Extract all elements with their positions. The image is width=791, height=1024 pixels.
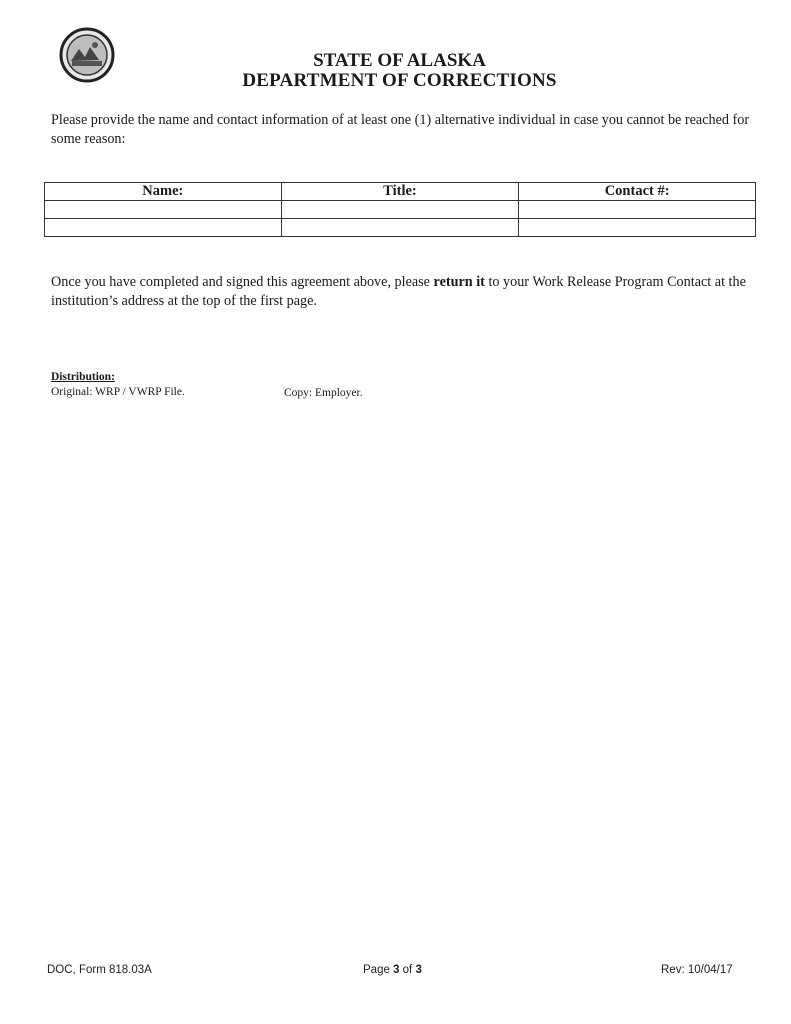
- instructions-text-before: Once you have completed and signed this agreement above, please: [51, 274, 434, 290]
- instructions-text-after: to your Work Release Program Contact at the institution’s address at the top of the first page.: [51, 274, 746, 309]
- page-of: of: [399, 964, 416, 976]
- title-cell[interactable]: [281, 219, 519, 237]
- alternate-contact-table: [44, 182, 756, 237]
- header-department: DEPARTMENT OF CORRECTIONS: [242, 70, 557, 91]
- header-state: STATE OF ALASKA: [313, 50, 486, 71]
- column-header-contact: Contact #:: [519, 183, 756, 201]
- name-cell[interactable]: [45, 219, 282, 237]
- name-cell[interactable]: [45, 201, 282, 219]
- instructions-bold: return it: [433, 274, 485, 290]
- column-header-name: Name:: [45, 183, 282, 201]
- title-cell[interactable]: [281, 201, 519, 219]
- table-header-row: [45, 183, 756, 201]
- footer-revision: Rev: 10/04/17: [661, 964, 733, 976]
- distribution-label: Distribution:: [51, 371, 115, 383]
- intro-paragraph: Please provide the name and contact information of at least one (1) alternative individual in case you cannot be reached for some reason:: [51, 112, 750, 147]
- distribution-original: Original: WRP / VWRP File.: [51, 386, 185, 398]
- contact-cell[interactable]: [519, 201, 756, 219]
- page-prefix: Page: [363, 964, 394, 976]
- page-total: 3: [415, 964, 422, 976]
- return-instructions: [51, 273, 751, 311]
- column-header-title: Title:: [281, 183, 519, 201]
- page-current: 3: [393, 964, 400, 976]
- footer-page-number: [363, 964, 422, 976]
- table-row: [45, 219, 756, 237]
- distribution-copy: Copy: Employer.: [284, 387, 363, 399]
- footer-form-number: DOC, Form 818.03A: [47, 964, 152, 976]
- contact-cell[interactable]: [519, 219, 756, 237]
- table-row: [45, 201, 756, 219]
